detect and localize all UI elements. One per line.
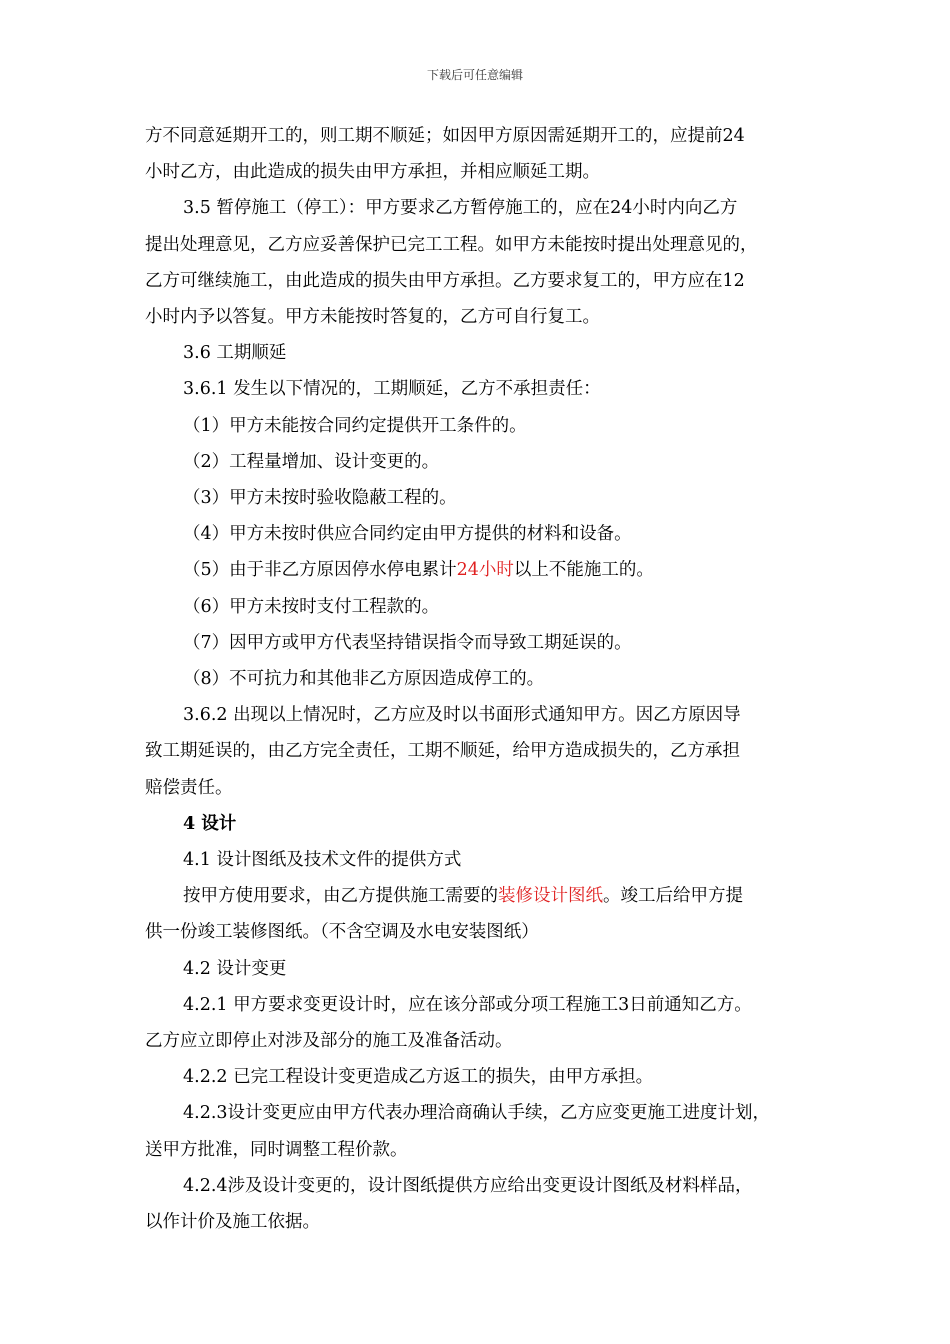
- text-line: 4.2.3设计变更应由甲方代表办理洽商确认手续，乙方应变更施工进度计划，: [183, 1103, 771, 1124]
- text-line: （2）工程量增加、设计变更的。: [183, 451, 440, 472]
- text-line: 乙方应立即停止对涉及部分的施工及准备活动。: [145, 1031, 513, 1052]
- document-body: [145, 118, 817, 1240]
- text-line: 赔偿责任。: [145, 777, 233, 798]
- text-line: （6）甲方未按时支付工程款的。: [183, 596, 440, 617]
- text-line: 4.2.1 甲方要求变更设计时，应在该分部或分项工程施工3日前通知乙方。: [183, 994, 752, 1015]
- text-line: 3.5 暂停施工（停工）：甲方要求乙方暂停施工的，应在24小时内向乙方: [183, 198, 738, 219]
- text-line: （4）甲方未按时供应合同约定由甲方提供的材料和设备。: [183, 524, 632, 545]
- text-line: 4.2.2 已完工程设计变更造成乙方返工的损失，由甲方承担。: [183, 1067, 654, 1088]
- text-segment: 按甲方使用要求，由乙方提供施工需要的: [183, 886, 498, 907]
- text-line: [145, 552, 817, 588]
- text-line: 小时乙方，由此造成的损失由甲方承担，并相应顺延工期。: [145, 162, 600, 183]
- text-line: [145, 878, 817, 914]
- highlighted-text: 装修设计图纸: [498, 886, 603, 907]
- text-line: 4.1 设计图纸及技术文件的提供方式: [183, 850, 462, 871]
- text-line: 3.6 工期顺延: [183, 343, 287, 364]
- page-header: 下载后可任意编辑: [426, 68, 523, 82]
- text-line: 供一份竣工装修图纸。（不含空调及水电安装图纸）: [145, 922, 539, 943]
- text-line: 3.6.2 出现以上情况时，乙方应及时以书面形式通知甲方。因乙方原因导: [183, 705, 741, 726]
- text-line: 4.2.4涉及设计变更的，设计图纸提供方应给出变更设计图纸及材料样品，: [183, 1175, 753, 1196]
- text-line: 小时内予以答复。甲方未能按时答复的，乙方可自行复工。: [145, 307, 600, 328]
- text-segment: 。竣工后给甲方提: [603, 886, 743, 907]
- text-line: 致工期延误的，由乙方完全责任，工期不顺延，给甲方造成损失的，乙方承担: [145, 741, 740, 762]
- text-line: 送甲方批准，同时调整工程价款。: [145, 1139, 408, 1160]
- text-line: 4.2 设计变更: [183, 958, 287, 979]
- highlighted-text: 24小时: [456, 560, 514, 581]
- text-line: 以作计价及施工依据。: [145, 1212, 320, 1233]
- text-line: （1）甲方未能按合同约定提供开工条件的。: [183, 415, 527, 436]
- text-line: 3.6.1 发生以下情况的，工期顺延，乙方不承担责任：: [183, 379, 601, 400]
- section-heading: 4 设计: [183, 813, 237, 834]
- text-line: （7）因甲方或甲方代表坚持错误指令而导致工期延误的。: [183, 632, 632, 653]
- text-segment: 以上不能施工的。: [513, 560, 654, 581]
- text-line: （8）不可抗力和其他非乙方原因造成停工的。: [183, 669, 545, 690]
- text-line: 乙方可继续施工，由此造成的损失由甲方承担。乙方要求复工的，甲方应在12: [145, 270, 745, 291]
- text-line: 提出处理意见，乙方应妥善保护已完工工程。如甲方未能按时提出处理意见的，: [145, 234, 758, 255]
- text-line: 方不同意延期开工的，则工期不顺延；如因甲方原因需延期开工的，应提前24: [145, 126, 745, 146]
- text-line: （3）甲方未按时验收隐蔽工程的。: [183, 488, 457, 509]
- text-segment: （5）由于非乙方原因停水停电累计: [183, 560, 457, 581]
